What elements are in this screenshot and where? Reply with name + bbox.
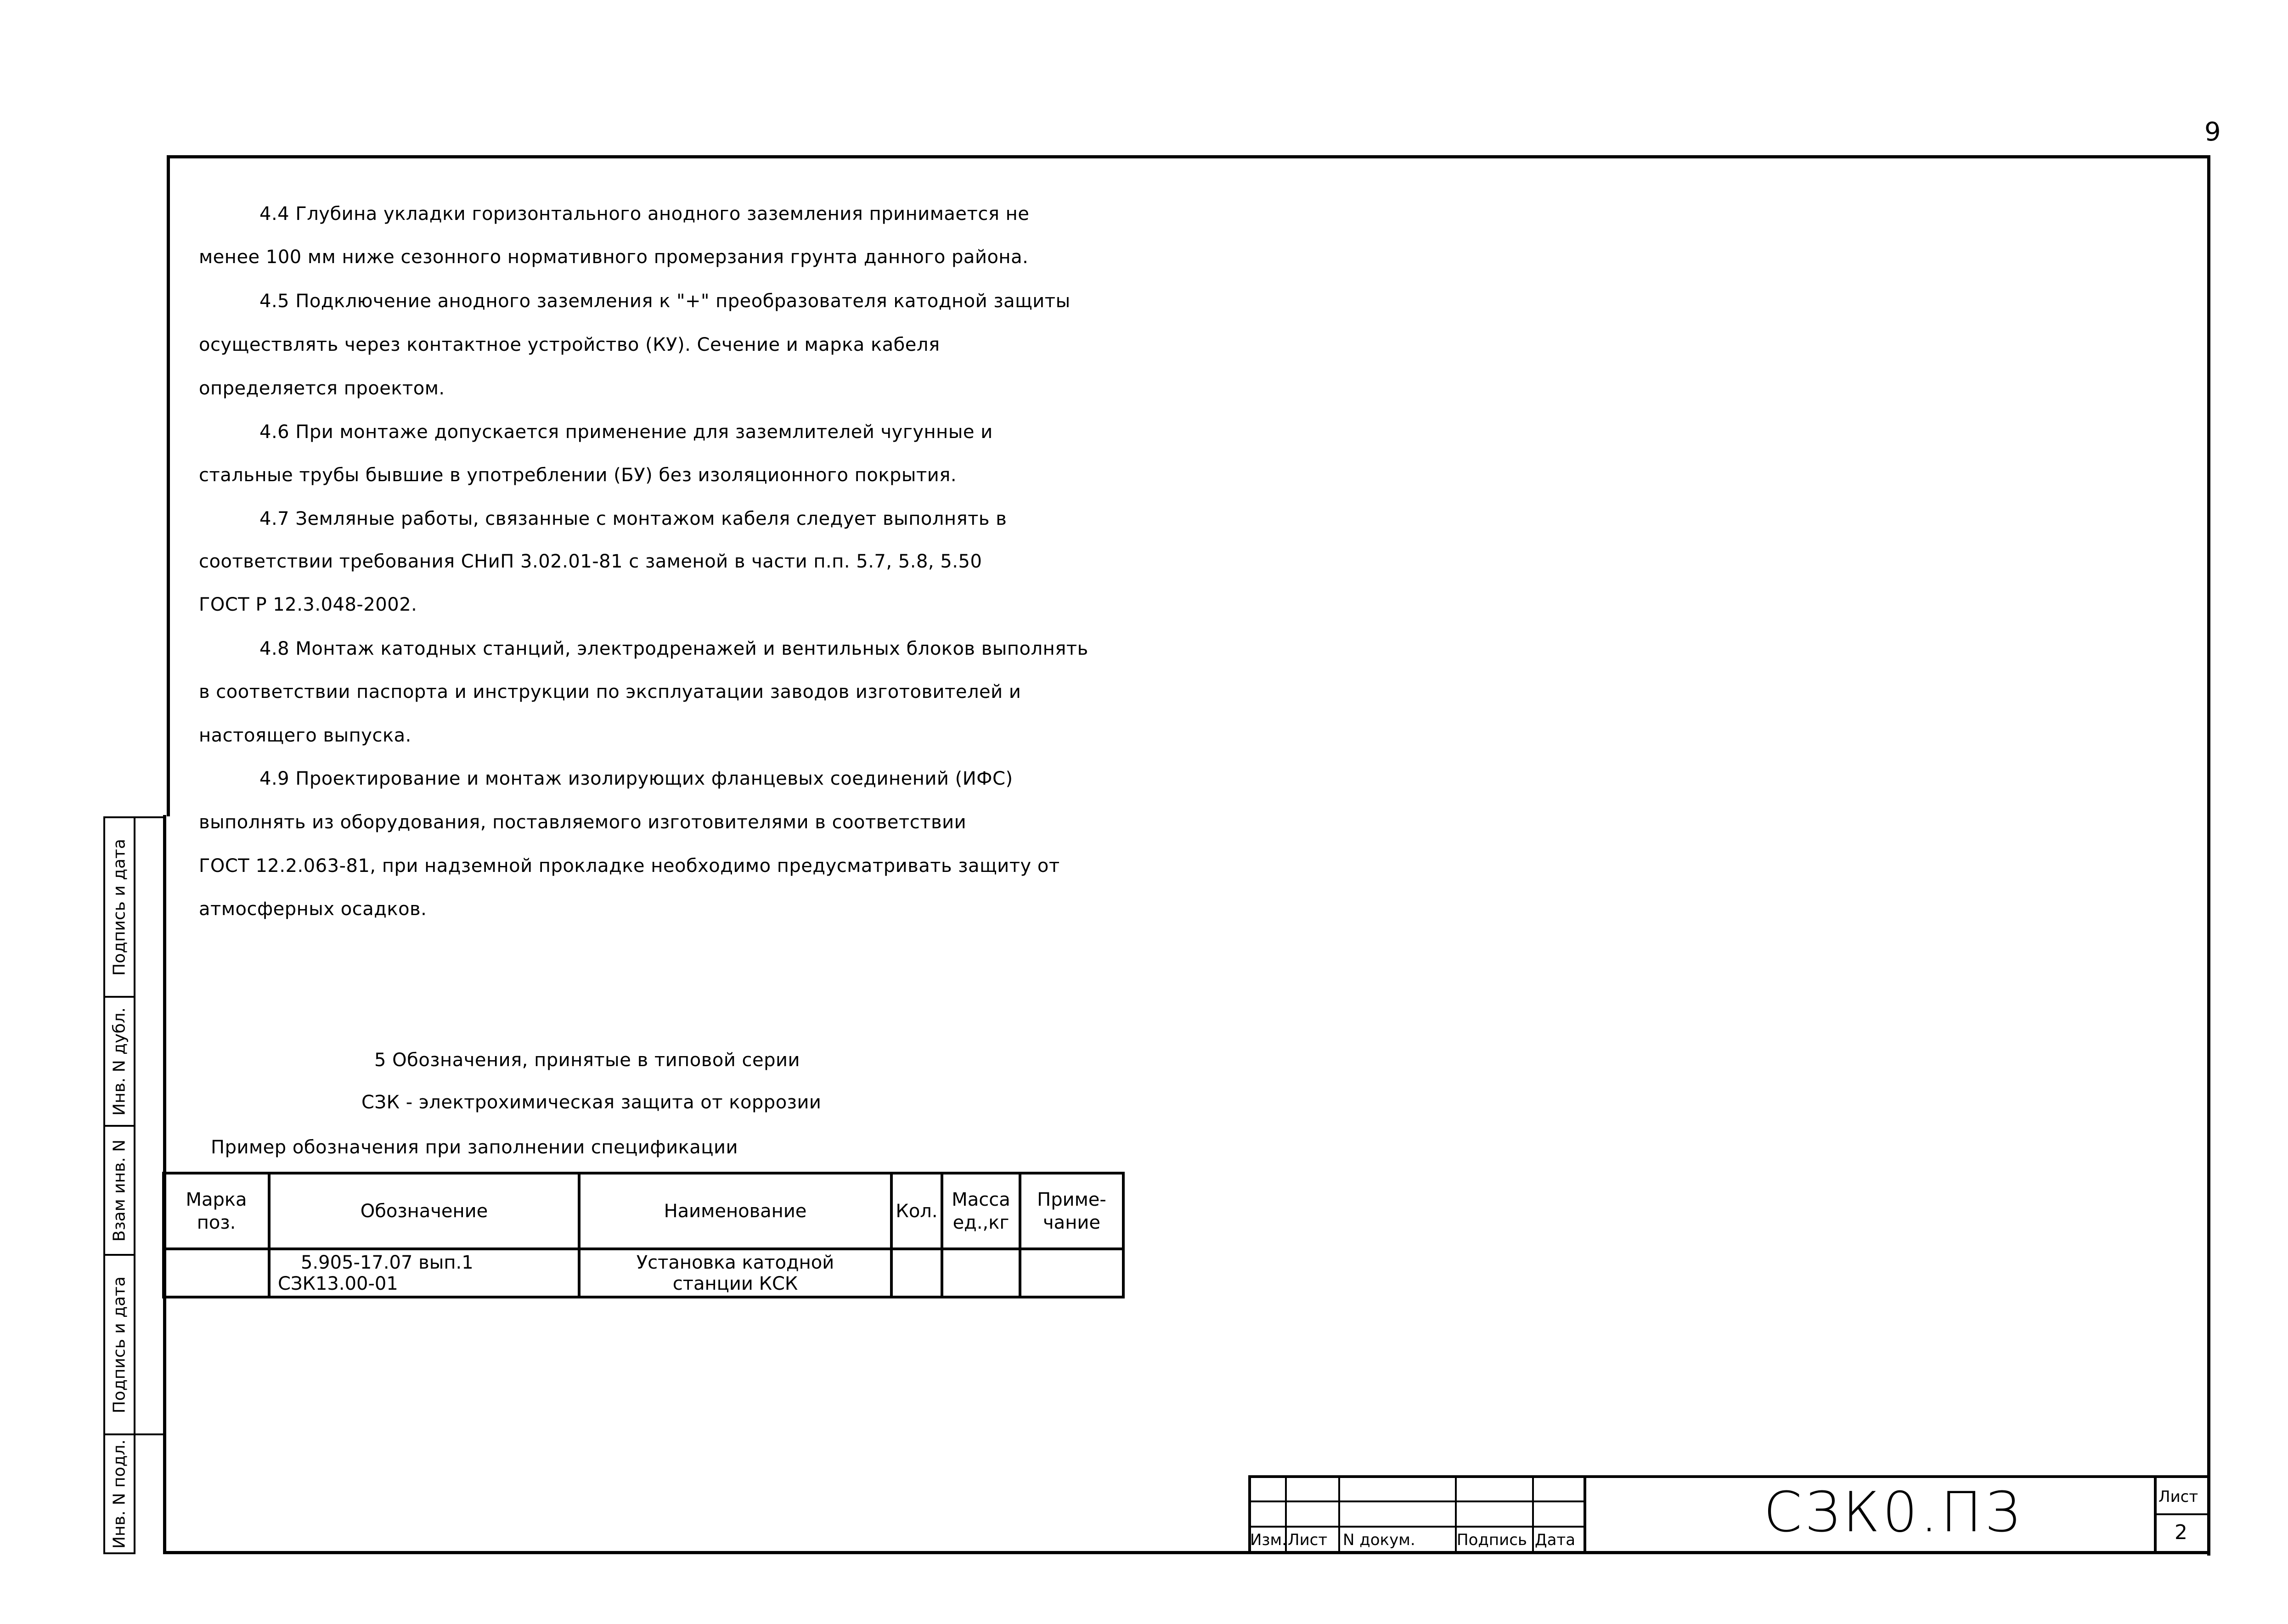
title-col-label: Подпись: [1457, 1531, 1527, 1549]
text-line: ГОСТ Р 12.3.048-2002.: [199, 594, 417, 615]
cell-designation: 5.905-17.07 вып.1 СЗК13.00-01: [269, 1249, 579, 1297]
text-line: настоящего выпуска.: [199, 725, 411, 746]
title-col-label: Изм.: [1250, 1531, 1287, 1549]
cell-mark: [163, 1249, 269, 1297]
side-stamp-cell: Подпись и дата: [103, 816, 135, 998]
text-line: атмосферных осадков.: [199, 899, 427, 920]
cell-note: [1020, 1249, 1123, 1297]
text-line: соответствии требования СНиП 3.02.01-81 с заменой в части п.п. 5.7, 5.8, 5.50: [199, 551, 982, 572]
text-line: 4.7 Земляные работы, связанные с монтажом кабеля следует выполнять в: [259, 508, 1007, 529]
page-number: 9: [2204, 117, 2221, 147]
header-designation: Обозначение: [269, 1173, 579, 1249]
text-line: 4.6 При монтаже допускается применение для заземлителей чугунные и: [259, 421, 993, 443]
title-col-label: N докум.: [1343, 1531, 1415, 1549]
text-line: 4.5 Подключение анодного заземления к "+" преобразователя катодной защиты: [259, 291, 1071, 312]
text-line: 4.4 Глубина укладки горизонтального анодного заземления принимается не: [259, 203, 1030, 225]
cell-mass: [942, 1249, 1020, 1297]
text-line: менее 100 мм ниже сезонного нормативного промерзания грунта данного района.: [199, 247, 1029, 268]
title-col-label: Лист: [1288, 1531, 1328, 1549]
header-note: Приме- чание: [1020, 1173, 1123, 1249]
side-stamp-cell: Подпись и дата: [103, 1254, 135, 1435]
side-stamp-cell: Инв. N дубл.: [103, 996, 135, 1127]
table-row: [163, 1249, 1123, 1297]
header-qty: Кол.: [891, 1173, 942, 1249]
text-line: осуществлять через контактное устройство (КУ). Сечение и марка кабеля: [199, 334, 940, 355]
side-stamp-cell: Взам инв. N: [103, 1125, 135, 1256]
sheet-number: 2: [2175, 1521, 2187, 1544]
abbreviation-line: СЗК - электрохимическая защита от коррозии: [361, 1092, 822, 1113]
text-line: выполнять из оборудования, поставляемого изготовителями в соответствии: [199, 812, 967, 833]
specification-table: [162, 1172, 1125, 1298]
cell-qty: [891, 1249, 942, 1297]
header-name: Наименование: [579, 1173, 891, 1249]
table-header-row: [163, 1173, 1123, 1249]
text-line: 4.8 Монтаж катодных станций, электродренажей и вентильных блоков выполнять: [259, 638, 1088, 659]
header-mass: Масса ед.,кг: [942, 1173, 1020, 1249]
text-line: стальные трубы бывшие в употреблении (БУ) без изоляционного покрытия.: [199, 465, 957, 486]
header-mark: Марка поз.: [163, 1173, 269, 1249]
side-stamp-cell: Инв. N подл.: [103, 1433, 135, 1554]
text-line: ГОСТ 12.2.063-81, при надземной прокладке необходимо предусматривать защиту от: [199, 855, 1060, 877]
text-line: 4.9 Проектирование и монтаж изолирующих фланцевых соединений (ИФС): [259, 768, 1013, 789]
document-code: СЗК0.ПЗ: [1764, 1481, 2023, 1545]
sheet-label: Лист: [2158, 1488, 2198, 1506]
example-caption: Пример обозначения при заполнении спецификации: [211, 1137, 738, 1158]
title-col-label: Дата: [1535, 1531, 1576, 1549]
text-line: определяется проектом.: [199, 378, 445, 399]
cell-name: Установка катодной станции КСК: [579, 1249, 891, 1297]
text-line: в соответствии паспорта и инструкции по эксплуатации заводов изготовителей и: [199, 681, 1021, 702]
section-heading: 5 Обозначения, принятые в типовой серии: [374, 1050, 800, 1071]
